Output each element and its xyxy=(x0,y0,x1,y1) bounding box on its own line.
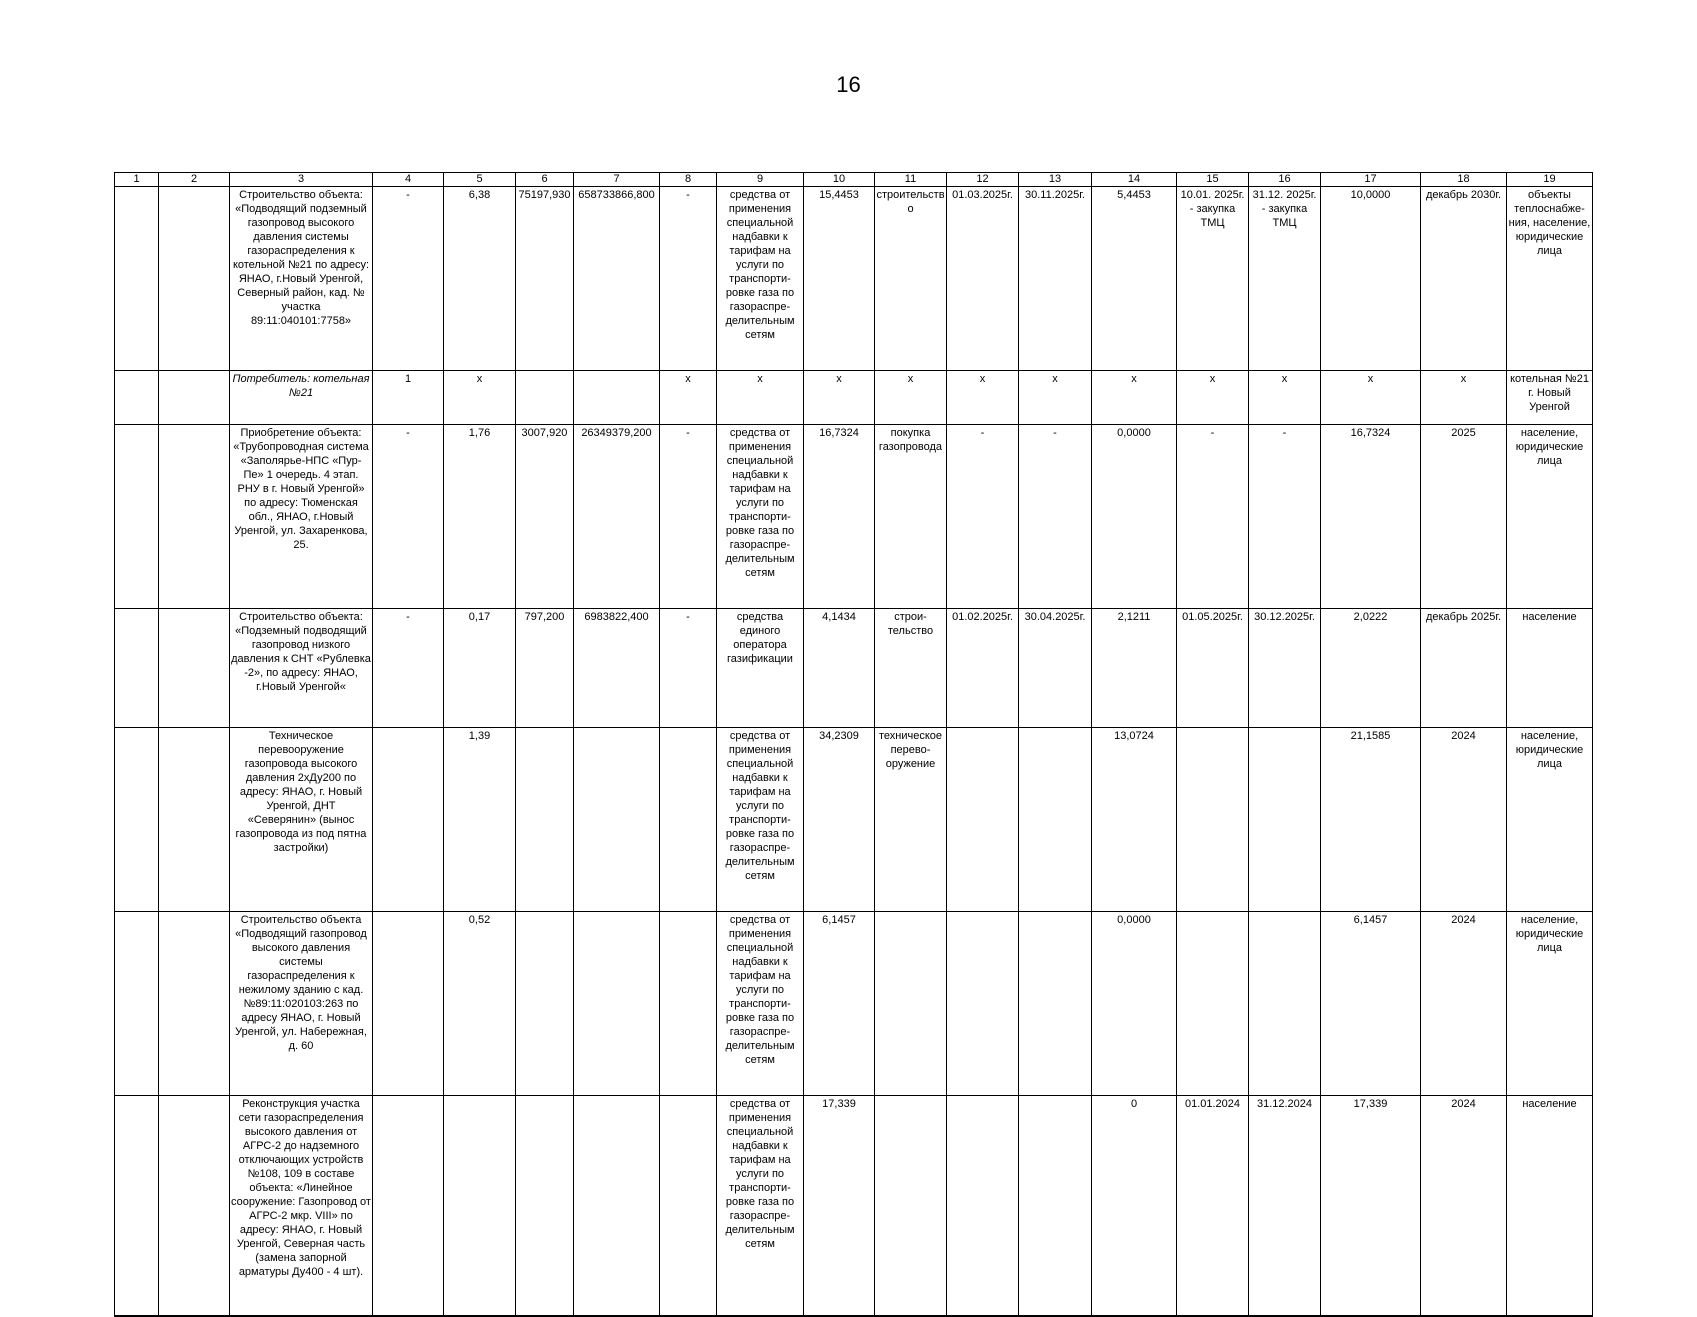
table-cell-col-7 xyxy=(574,1096,660,1317)
table-row xyxy=(115,728,1593,912)
table-cell-col-6 xyxy=(516,912,574,1096)
table-cell-col-4: - xyxy=(373,187,444,371)
table-cell-col-10: 6,1457 xyxy=(804,912,875,1096)
column-number-cell: 18 xyxy=(1421,173,1507,187)
table-cell-col-3: Реконструкция участка сети газораспределения высокого давления от АГРС-2 до надземного отключающих устройств №108, 109 в составе объекта: «Линейное сооружение: Газопровод от АГРС-2 мкр. VIII» по адресу: ЯНАО, г. Новый Уренгой, Северная часть (замена запорной арматуры Ду400 - 4 шт). xyxy=(230,1096,373,1317)
table-cell-col-10: 17,339 xyxy=(804,1096,875,1317)
column-number-cell: 19 xyxy=(1507,173,1593,187)
table-cell-col-6 xyxy=(516,371,574,425)
table-cell-col-18: 2024 xyxy=(1421,912,1507,1096)
column-number-cell: 1 xyxy=(115,173,159,187)
table-cell-col-19: объекты теплоснабже-ния, население, юридические лица xyxy=(1507,187,1593,371)
table-cell-col-3: Приобретение объекта: «Трубопроводная система «Заполярье-НПС «Пур-Пе» 1 очередь. 4 этап. РНУ в г. Новый Уренгой» по адресу: Тюменская обл., ЯНАО, г.Новый Уренгой, ул. Захаренкова, 25. xyxy=(230,425,373,609)
table-cell-col-10: х xyxy=(804,371,875,425)
table-cell-col-15 xyxy=(1177,912,1249,1096)
table-header-row xyxy=(115,173,1593,187)
table-cell-col-2 xyxy=(159,371,230,425)
table-cell-col-4: 1 xyxy=(373,371,444,425)
table-cell-col-9: средства от применения специальной надбавки к тарифам на услуги по транспорти-ровке газа по газораспре-делительным сетям xyxy=(717,1096,804,1317)
table-cell-col-13: 30.04.2025г. xyxy=(1019,609,1092,728)
table-cell-col-14: 0,0000 xyxy=(1092,912,1177,1096)
table-cell-col-11: строительство xyxy=(875,187,947,371)
table-cell-col-19: население xyxy=(1507,1096,1593,1317)
table-cell-col-3: Строительство объекта: «Подводящий подземный газопровод высокого давления системы газораспределения к котельной №21 по адресу: ЯНАО, г.Новый Уренгой, Северный район, кад. № участка 89:11:040101:7758» xyxy=(230,187,373,371)
table-cell-col-7 xyxy=(574,371,660,425)
table-cell-col-4 xyxy=(373,912,444,1096)
table-cell-col-17: 2,0222 xyxy=(1321,609,1421,728)
table-cell-col-13 xyxy=(1019,1096,1092,1317)
table-cell-col-9: средства от применения специальной надбавки к тарифам на услуги по транспорти-ровке газа по газораспре-делительным сетям xyxy=(717,425,804,609)
table-cell-col-2 xyxy=(159,425,230,609)
table-cell-col-16: х xyxy=(1249,371,1321,425)
table-cell-col-1 xyxy=(115,187,159,371)
column-number-cell: 8 xyxy=(660,173,717,187)
table-cell-col-17: 17,339 xyxy=(1321,1096,1421,1317)
column-number-cell: 5 xyxy=(444,173,516,187)
column-number-cell: 10 xyxy=(804,173,875,187)
table-cell-col-6: 3007,920 xyxy=(516,425,574,609)
table-cell-col-14: х xyxy=(1092,371,1177,425)
table-cell-col-13 xyxy=(1019,728,1092,912)
table-cell-col-19: котельная №21 г. Новый Уренгой xyxy=(1507,371,1593,425)
table-cell-col-5: х xyxy=(444,371,516,425)
table-cell-col-1 xyxy=(115,912,159,1096)
table-cell-col-8: - xyxy=(660,187,717,371)
table-cell-col-15: 01.05.2025г. xyxy=(1177,609,1249,728)
table-cell-col-7 xyxy=(574,912,660,1096)
table-cell-col-5: 1,76 xyxy=(444,425,516,609)
table-cell-col-16: 31.12. 2025г. - закупка ТМЦ xyxy=(1249,187,1321,371)
column-number-cell: 2 xyxy=(159,173,230,187)
table-cell-col-19: население, юридические лица xyxy=(1507,912,1593,1096)
table-cell-col-13: х xyxy=(1019,371,1092,425)
table-cell-col-12 xyxy=(947,912,1019,1096)
table-cell-col-15: - xyxy=(1177,425,1249,609)
table-cell-col-4 xyxy=(373,1096,444,1317)
table-cell-col-14: 2,1211 xyxy=(1092,609,1177,728)
table-cell-col-2 xyxy=(159,912,230,1096)
column-number-cell: 15 xyxy=(1177,173,1249,187)
table-cell-col-17: х xyxy=(1321,371,1421,425)
table-cell-col-16: - xyxy=(1249,425,1321,609)
table-cell-col-12 xyxy=(947,1096,1019,1317)
table-cell-col-5: 0,52 xyxy=(444,912,516,1096)
table-cell-col-8 xyxy=(660,728,717,912)
investment-table xyxy=(114,172,1593,1317)
table-cell-col-15: х xyxy=(1177,371,1249,425)
table-cell-col-8 xyxy=(660,1096,717,1317)
table-cell-col-11: покупка газопровода xyxy=(875,425,947,609)
column-number-cell: 13 xyxy=(1019,173,1092,187)
table-cell-col-18: декабрь 2030г. xyxy=(1421,187,1507,371)
table-cell-col-18: 2024 xyxy=(1421,1096,1507,1317)
column-number-cell: 7 xyxy=(574,173,660,187)
table-row xyxy=(115,371,1593,425)
table-cell-col-9: х xyxy=(717,371,804,425)
table-cell-col-8: х xyxy=(660,371,717,425)
table-cell-col-10: 4,1434 xyxy=(804,609,875,728)
table-cell-col-5: 6,38 xyxy=(444,187,516,371)
table-cell-col-8: - xyxy=(660,609,717,728)
column-number-cell: 12 xyxy=(947,173,1019,187)
table-cell-col-1 xyxy=(115,609,159,728)
table-cell-col-11: строи-тельство xyxy=(875,609,947,728)
table-cell-col-16 xyxy=(1249,912,1321,1096)
column-number-cell: 17 xyxy=(1321,173,1421,187)
table-cell-col-12: 01.02.2025г. xyxy=(947,609,1019,728)
table-cell-col-13: - xyxy=(1019,425,1092,609)
table-cell-col-8 xyxy=(660,912,717,1096)
table-cell-col-6: 797,200 xyxy=(516,609,574,728)
page-number: 16 xyxy=(836,72,861,97)
table-cell-col-16: 30.12.2025г. xyxy=(1249,609,1321,728)
table-cell-col-9: средства от применения специальной надбавки к тарифам на услуги по транспорти-ровке газа по газораспре-делительным сетям xyxy=(717,187,804,371)
column-number-cell: 11 xyxy=(875,173,947,187)
table-cell-col-11 xyxy=(875,912,947,1096)
column-number-cell: 14 xyxy=(1092,173,1177,187)
table-cell-col-7: 658733866,800 xyxy=(574,187,660,371)
table-cell-col-18: декабрь 2025г. xyxy=(1421,609,1507,728)
table-cell-col-14: 5,4453 xyxy=(1092,187,1177,371)
table-cell-col-9: средства от применения специальной надбавки к тарифам на услуги по транспорти-ровке газа по газораспре-делительным сетям xyxy=(717,728,804,912)
table-cell-col-10: 15,4453 xyxy=(804,187,875,371)
table-cell-col-5: 1,39 xyxy=(444,728,516,912)
table-cell-col-1 xyxy=(115,728,159,912)
table-cell-col-3: Потребитель: котельная №21 xyxy=(230,371,373,425)
table-cell-col-1 xyxy=(115,371,159,425)
column-number-cell: 16 xyxy=(1249,173,1321,187)
table-cell-col-9: средства от применения специальной надбавки к тарифам на услуги по транспорти-ровке газа по газораспре-делительным сетям xyxy=(717,912,804,1096)
table-row xyxy=(115,187,1593,371)
table-cell-col-2 xyxy=(159,609,230,728)
table-row xyxy=(115,425,1593,609)
table-cell-col-15 xyxy=(1177,728,1249,912)
table-cell-col-7 xyxy=(574,728,660,912)
table-cell-col-4: - xyxy=(373,609,444,728)
table-cell-col-18: х xyxy=(1421,371,1507,425)
table-cell-col-1 xyxy=(115,1096,159,1317)
table-cell-col-2 xyxy=(159,187,230,371)
table-cell-col-14: 13,0724 xyxy=(1092,728,1177,912)
table-row xyxy=(115,609,1593,728)
table-cell-col-5 xyxy=(444,1096,516,1317)
table-cell-col-16 xyxy=(1249,728,1321,912)
table-cell-col-1 xyxy=(115,425,159,609)
column-number-cell: 3 xyxy=(230,173,373,187)
table-cell-col-18: 2025 xyxy=(1421,425,1507,609)
table-cell-col-3: Строительство объекта: «Подземный подводящий газопровод низкого давления к СНТ «Рублевка -2», по адресу: ЯНАО, г.Новый Уренгой« xyxy=(230,609,373,728)
table-cell-col-12: - xyxy=(947,425,1019,609)
table-cell-col-19: население, юридические лица xyxy=(1507,425,1593,609)
table-cell-col-4: - xyxy=(373,425,444,609)
column-number-cell: 6 xyxy=(516,173,574,187)
table-cell-col-13 xyxy=(1019,912,1092,1096)
table-cell-col-15: 01.01.2024 xyxy=(1177,1096,1249,1317)
table-cell-col-17: 10,0000 xyxy=(1321,187,1421,371)
table-cell-col-13: 30.11.2025г. xyxy=(1019,187,1092,371)
column-number-cell: 4 xyxy=(373,173,444,187)
table-cell-col-12: х xyxy=(947,371,1019,425)
table-cell-col-15: 10.01. 2025г. - закупка ТМЦ xyxy=(1177,187,1249,371)
table-cell-col-17: 6,1457 xyxy=(1321,912,1421,1096)
table-cell-col-14: 0,0000 xyxy=(1092,425,1177,609)
table-cell-col-10: 16,7324 xyxy=(804,425,875,609)
column-number-cell: 9 xyxy=(717,173,804,187)
table-cell-col-5: 0,17 xyxy=(444,609,516,728)
table-cell-col-2 xyxy=(159,1096,230,1317)
table-cell-col-10: 34,2309 xyxy=(804,728,875,912)
table-cell-col-2 xyxy=(159,728,230,912)
table-cell-col-17: 16,7324 xyxy=(1321,425,1421,609)
table-cell-col-18: 2024 xyxy=(1421,728,1507,912)
table-cell-col-8: - xyxy=(660,425,717,609)
table-cell-col-7: 6983822,400 xyxy=(574,609,660,728)
table-cell-col-16: 31.12.2024 xyxy=(1249,1096,1321,1317)
table-cell-col-6: 75197,930 xyxy=(516,187,574,371)
table-cell-col-12: 01.03.2025г. xyxy=(947,187,1019,371)
table-cell-col-14: 0 xyxy=(1092,1096,1177,1317)
table-row xyxy=(115,912,1593,1096)
table-cell-col-19: население xyxy=(1507,609,1593,728)
table-cell-col-9: средства единого оператора газификации xyxy=(717,609,804,728)
table-cell-col-6 xyxy=(516,728,574,912)
table-cell-col-19: население, юридические лица xyxy=(1507,728,1593,912)
table-cell-col-11: техническое перево-оружение xyxy=(875,728,947,912)
table-cell-col-11: х xyxy=(875,371,947,425)
table-cell-col-12 xyxy=(947,728,1019,912)
table-cell-col-7: 26349379,200 xyxy=(574,425,660,609)
table-cell-col-17: 21,1585 xyxy=(1321,728,1421,912)
table-cell-col-11 xyxy=(875,1096,947,1317)
table-cell-col-3: Техническое перевооружение газопровода высокого давления 2хДу200 по адресу: ЯНАО, г. Новый Уренгой, ДНТ «Северянин» (вынос газопровода из под пятна застройки) xyxy=(230,728,373,912)
table-cell-col-6 xyxy=(516,1096,574,1317)
table-row xyxy=(115,1096,1593,1317)
table-cell-col-4 xyxy=(373,728,444,912)
table-cell-col-3: Строительство объекта «Подводящий газопровод высокого давления системы газораспределения к нежилому зданию с кад. №89:11:020103:263 по адресу ЯНАО, г. Новый Уренгой, ул. Набережная, д. 60 xyxy=(230,912,373,1096)
